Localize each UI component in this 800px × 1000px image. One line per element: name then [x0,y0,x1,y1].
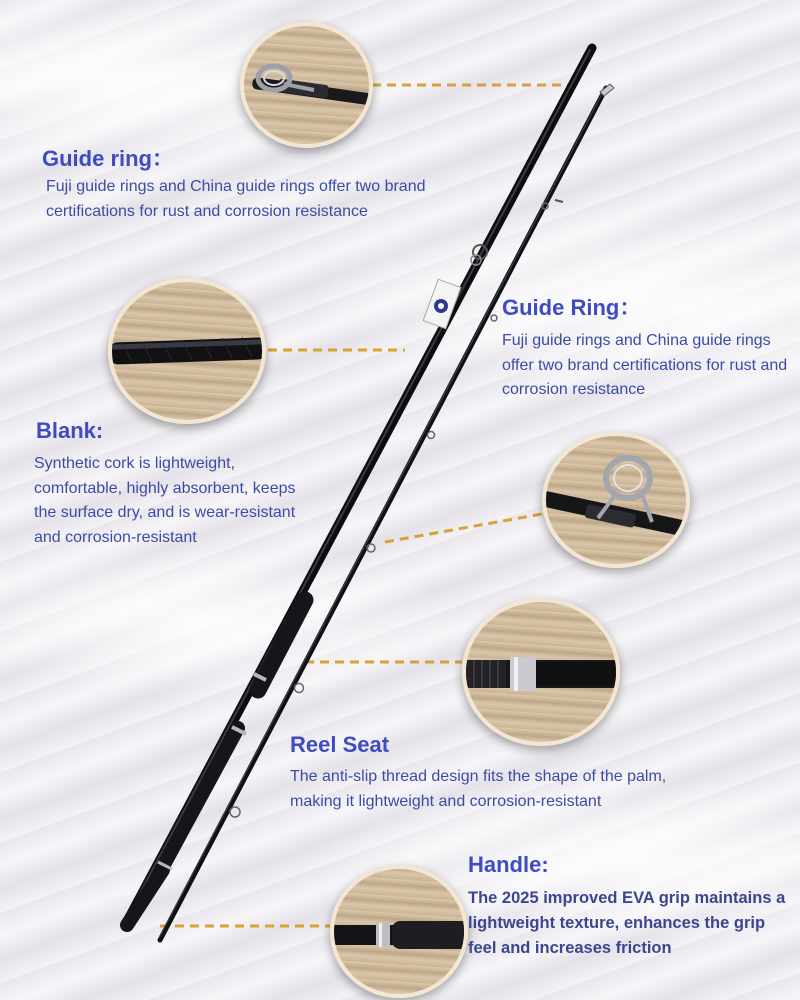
guide-ring-side-photo [542,432,690,568]
guide-ring-icon [244,26,369,144]
guide-ring-right-description: Fuji guide rings and China guide rings offer two brand certifications for rust and corrosion resistance [502,332,788,398]
blank-title: Blank: [36,418,104,443]
handle-closeup-photo [330,865,468,998]
blank-closeup-photo [108,278,266,424]
guide-ring-description: Fuji guide rings and China guide rings offer two brand certifications for rust and corrosion resistance [46,178,426,220]
guide-ring-right-title: Guide Ring： [502,295,642,320]
reel-seat-icon [466,602,616,742]
handle-grip-icon [334,869,464,994]
reel-seat-title: Reel Seat [290,732,390,757]
guide-ring-title: Guide ring： [42,146,175,171]
guide-ring-side-icon [546,436,686,564]
handle-description: The 2025 improved EVA grip maintains a lightweight texture, enhances the grip feel and increases friction [468,889,786,957]
blank-rod-icon [112,282,262,420]
handle-title: Handle: [468,852,549,877]
reel-seat-description: The anti-slip thread design fits the shape of the palm, making it lightweight and corrosion-resistant [290,768,667,810]
guide-ring-closeup-photo [240,22,373,148]
leader-line-guide-ring-right [385,514,542,542]
reel-seat-closeup-photo [462,598,620,746]
blank-description: Synthetic cork is lightweight, comfortable, highly absorbent, keeps the surface dry, and is wear-resistant and corrosion-resistant [34,455,296,546]
